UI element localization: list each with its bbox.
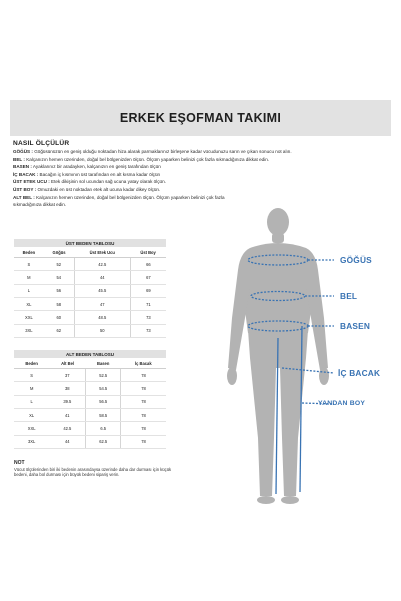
chest-label: GÖĞÜS [340,255,372,265]
table-row [14,298,166,311]
table-cell: 78 [121,382,166,395]
table-cell: 58.5 [86,409,121,422]
table-header: Göğüs [44,247,75,258]
table-cell: 47 [74,298,130,311]
upper-table-title: ÜST BEDEN TABLOSU [14,239,166,247]
table-cell: 71 [130,298,166,311]
table-row [14,435,166,448]
howto-text: Kalçanızın hemen üzerinden, doğal bel bölgenizden ölçün. Ölçüm yaparken belinizi çok fazla sıkmadığınıza dikkat edin. [13,194,225,208]
howto-text: Omuzdaki en üst noktadan etek alt ucuna kadar dikey ölçün. [37,186,161,192]
table-cell: M [14,271,44,284]
howto-text: Göğüsünüzün en geniş olduğu noktadan hiza alarak parmaklarınız birleşene kadar vücudunuzu sarın ve çıkan sonucu not alın. [34,149,292,154]
note-title: NOT [14,460,25,466]
table-row [14,324,166,337]
table-cell: 6.5 [86,422,121,435]
table-header: Alt Bel [49,358,85,369]
table-row [14,422,166,435]
table-cell: 44 [74,271,130,284]
table-cell: 38 [49,382,85,395]
howto-text: Ayaklarınız bir aradayken, kalçanızın en geniş tarafından ölçün [32,164,161,170]
lower-table-title: ALT BEDEN TABLOSU [14,350,166,358]
table-cell: 44 [49,435,85,448]
table-cell: 50 [74,324,130,337]
howto-term: ÜST BOY : [13,186,37,192]
howto-text: Bacağın iç kısmının üst tarafından en alt kısma kadar ölçün [39,171,161,177]
howto-bel [13,156,313,164]
howto-term: ALT BEL : [13,194,35,200]
table-cell: 3XL [14,324,44,337]
table-cell: 78 [121,409,166,422]
upper-table [14,247,166,338]
title-bar [10,100,391,136]
table-cell: 56 [44,284,75,297]
table-cell: L [14,284,44,297]
table-cell: 52 [44,258,75,271]
table-row [14,271,166,284]
waist-label: BEL [340,291,358,301]
table-header: İç Bacak [121,358,166,369]
table-cell: 78 [121,422,166,435]
table-cell: 73 [130,311,166,324]
table-row [14,409,166,422]
table-cell: 54 [44,271,75,284]
table-cell: 69 [130,284,166,297]
table-cell: 42.5 [74,258,130,271]
table-cell: 62.5 [86,435,121,448]
howto-term: BEL : [13,156,25,162]
table-cell: 39.5 [49,395,85,408]
howto-term: BASEN : [13,164,32,170]
side-length-label: YANDAN BOY [318,400,366,407]
howto-term: GÖĞÜS : [13,149,33,154]
table-header: Beden [14,247,44,258]
table-cell: 42.5 [49,422,85,435]
table-row [14,284,166,297]
table-row [14,369,166,382]
table-cell: 54.5 [86,382,121,395]
table-cell: 60 [44,311,75,324]
table-cell: XXL [14,422,49,435]
inseam-label: İÇ BACAK [338,368,381,378]
table-cell: XL [14,409,49,422]
table-row [14,258,166,271]
lower-size-table [14,350,166,449]
note-text: Vücut ölçülerinden biri iki bedenin arasındaysa üzerinde daha dar durması için küçük bedeni, daha bol durması için büyük bedeni sipariş verin. [14,467,172,478]
table-cell: 56.5 [86,395,121,408]
table-cell: 62 [44,324,75,337]
lower-table [14,358,166,449]
howto-ust-etek-ucu [13,178,313,186]
table-cell: XXL [14,311,44,324]
table-cell: 52.5 [86,369,121,382]
howto-ust-boy [13,186,313,194]
howto-ic-bacak [13,171,313,179]
how-to-measure-title: NASIL ÖLÇÜLÜR [13,140,70,147]
table-cell: 48.5 [74,311,130,324]
table-cell: 45.5 [74,284,130,297]
table-header: Üst Etek Ucu [74,247,130,258]
howto-term: ÜST ETEK UCU : [13,179,50,185]
table-cell: 78 [121,395,166,408]
howto-alt-bel [13,194,248,209]
table-cell: 3XL [14,435,49,448]
howto-text: Kalçanızın hemen üzerinden, doğal bel bölgenizden ölçün. Ölçüm yaparken belinizi çok fazla sıkmadığınıza dikkat edin. [26,156,270,162]
table-cell: XL [14,298,44,311]
hip-label: BASEN [340,321,371,331]
table-row [14,382,166,395]
table-cell: 78 [121,435,166,448]
howto-basen [13,163,313,171]
table-cell: 58 [44,298,75,311]
table-cell: 67 [130,271,166,284]
table-header: Beden [14,358,49,369]
table-cell: 78 [121,369,166,382]
howto-term: İÇ BACAK : [13,171,39,177]
table-header: Üst Boy [130,247,166,258]
table-header: Basen [86,358,121,369]
table-cell: 66 [130,258,166,271]
how-to-measure-list [13,148,313,209]
table-row [14,395,166,408]
howto-text: Etek dikişinin sol ucundan sağ ucuna yatay olarak ölçün. [51,179,166,185]
table-cell: 41 [49,409,85,422]
table-cell: L [14,395,49,408]
table-cell: M [14,382,49,395]
table-row [14,311,166,324]
table-cell: S [14,258,44,271]
upper-size-table [14,239,166,338]
page-title: ERKEK EŞOFMAN TAKIMI [119,111,282,125]
table-cell: 37 [49,369,85,382]
body-figure-illustration [210,208,370,508]
table-cell: 73 [130,324,166,337]
table-cell: S [14,369,49,382]
howto-gogus [13,148,313,156]
